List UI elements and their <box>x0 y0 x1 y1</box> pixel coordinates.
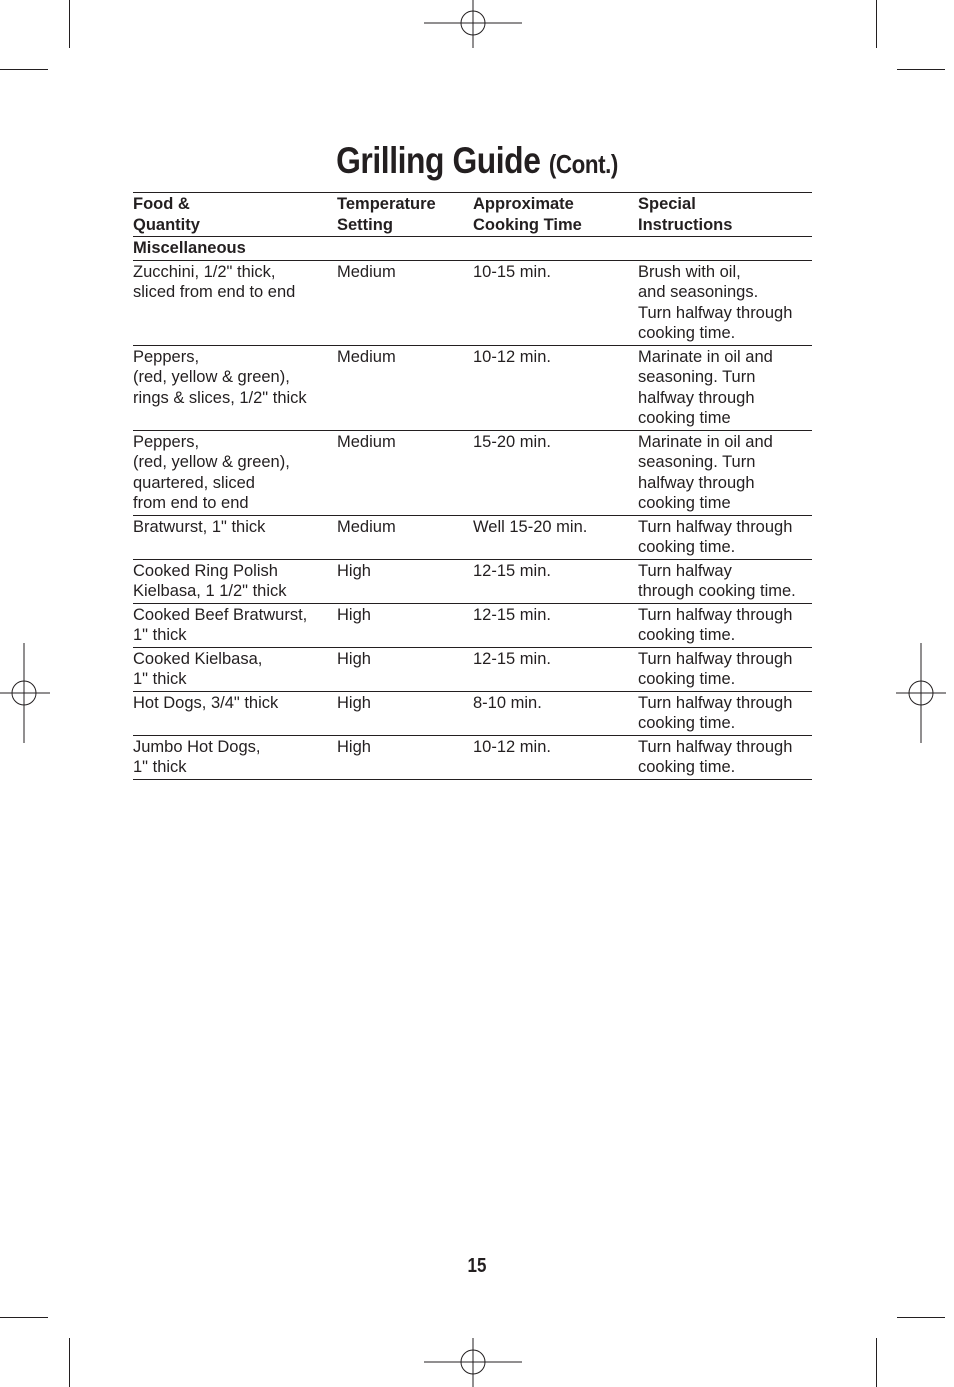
crop-mark <box>0 69 48 70</box>
column-header-food <box>133 193 337 237</box>
food-cell: Cooked Beef Bratwurst, 1" thick <box>133 603 337 647</box>
grilling-guide-table <box>133 192 812 780</box>
column-header-instructions <box>638 193 812 237</box>
crop-mark <box>0 1317 48 1318</box>
table-row <box>133 430 812 515</box>
food-cell: Bratwurst, 1" thick <box>133 515 337 559</box>
crop-mark <box>897 69 945 70</box>
instructions-cell: Brush with oil, and seasonings. Turn halfway through cooking time. <box>638 260 812 345</box>
page-title-main: Grilling Guide <box>336 140 541 181</box>
column-header-food-label: Food & Quantity <box>133 195 200 234</box>
registration-mark-icon <box>424 1338 524 1387</box>
temperature-cell: Medium <box>337 260 473 345</box>
temperature-cell: High <box>337 735 473 779</box>
food-cell: Zucchini, 1/2" thick, sliced from end to end <box>133 260 337 345</box>
temperature-cell: High <box>337 559 473 603</box>
table-row <box>133 691 812 735</box>
temperature-cell: Medium <box>337 430 473 515</box>
table-row <box>133 260 812 345</box>
instructions-cell: Turn halfway through cooking time. <box>638 647 812 691</box>
registration-mark-icon <box>0 643 50 743</box>
cooking-time-cell: 8-10 min. <box>473 691 638 735</box>
section-row <box>133 237 812 261</box>
crop-mark <box>69 1338 70 1387</box>
table-header-row <box>133 193 812 237</box>
table-row <box>133 345 812 430</box>
cooking-time-cell: 10-15 min. <box>473 260 638 345</box>
crop-mark <box>876 0 877 48</box>
column-header-instructions-label: Special Instructions <box>638 195 733 234</box>
cooking-time-cell: 10-12 min. <box>473 735 638 779</box>
temperature-cell: Medium <box>337 345 473 430</box>
food-cell: Cooked Kielbasa, 1" thick <box>133 647 337 691</box>
registration-mark-icon <box>896 643 946 743</box>
cooking-time-cell: 12-15 min. <box>473 559 638 603</box>
temperature-cell: Medium <box>337 515 473 559</box>
crop-mark <box>876 1338 877 1387</box>
cooking-time-cell: 10-12 min. <box>473 345 638 430</box>
instructions-cell: Turn halfway through cooking time. <box>638 691 812 735</box>
column-header-temperature-label: Temperature Setting <box>337 195 436 234</box>
page-title-suffix: (Cont.) <box>548 149 618 179</box>
table-row <box>133 603 812 647</box>
food-cell: Cooked Ring Polish Kielbasa, 1 1/2" thick <box>133 559 337 603</box>
cooking-time-cell: 12-15 min. <box>473 603 638 647</box>
column-header-time <box>473 193 638 237</box>
temperature-cell: High <box>337 647 473 691</box>
page-title <box>67 140 887 182</box>
food-cell: Peppers, (red, yellow & green), rings & slices, 1/2" thick <box>133 345 337 430</box>
temperature-cell: High <box>337 603 473 647</box>
instructions-cell: Marinate in oil and seasoning. Turn halfway through cooking time <box>638 345 812 430</box>
section-empty-cell <box>638 237 812 261</box>
instructions-cell: Turn halfway through cooking time. <box>638 515 812 559</box>
cooking-time-cell: Well 15-20 min. <box>473 515 638 559</box>
column-header-time-label: Approximate Cooking Time <box>473 195 582 234</box>
food-cell: Peppers, (red, yellow & green), quartered, sliced from end to end <box>133 430 337 515</box>
table-row <box>133 559 812 603</box>
instructions-cell: Marinate in oil and seasoning. Turn halfway through cooking time <box>638 430 812 515</box>
column-header-temperature <box>337 193 473 237</box>
instructions-cell: Turn halfway through cooking time. <box>638 735 812 779</box>
table-row <box>133 647 812 691</box>
section-empty-cell <box>337 237 473 261</box>
section-empty-cell <box>473 237 638 261</box>
food-cell: Hot Dogs, 3/4" thick <box>133 691 337 735</box>
table-row <box>133 515 812 559</box>
instructions-cell: Turn halfway through cooking time. <box>638 603 812 647</box>
temperature-cell: High <box>337 691 473 735</box>
crop-mark <box>897 1317 945 1318</box>
registration-mark-icon <box>424 0 524 48</box>
cooking-time-cell: 12-15 min. <box>473 647 638 691</box>
table-row <box>133 735 812 779</box>
page-number: 15 <box>467 1255 487 1277</box>
food-cell: Jumbo Hot Dogs, 1" thick <box>133 735 337 779</box>
crop-mark <box>69 0 70 48</box>
cooking-time-cell: 15-20 min. <box>473 430 638 515</box>
instructions-cell: Turn halfway through cooking time. <box>638 559 812 603</box>
section-title: Miscellaneous <box>133 237 337 261</box>
